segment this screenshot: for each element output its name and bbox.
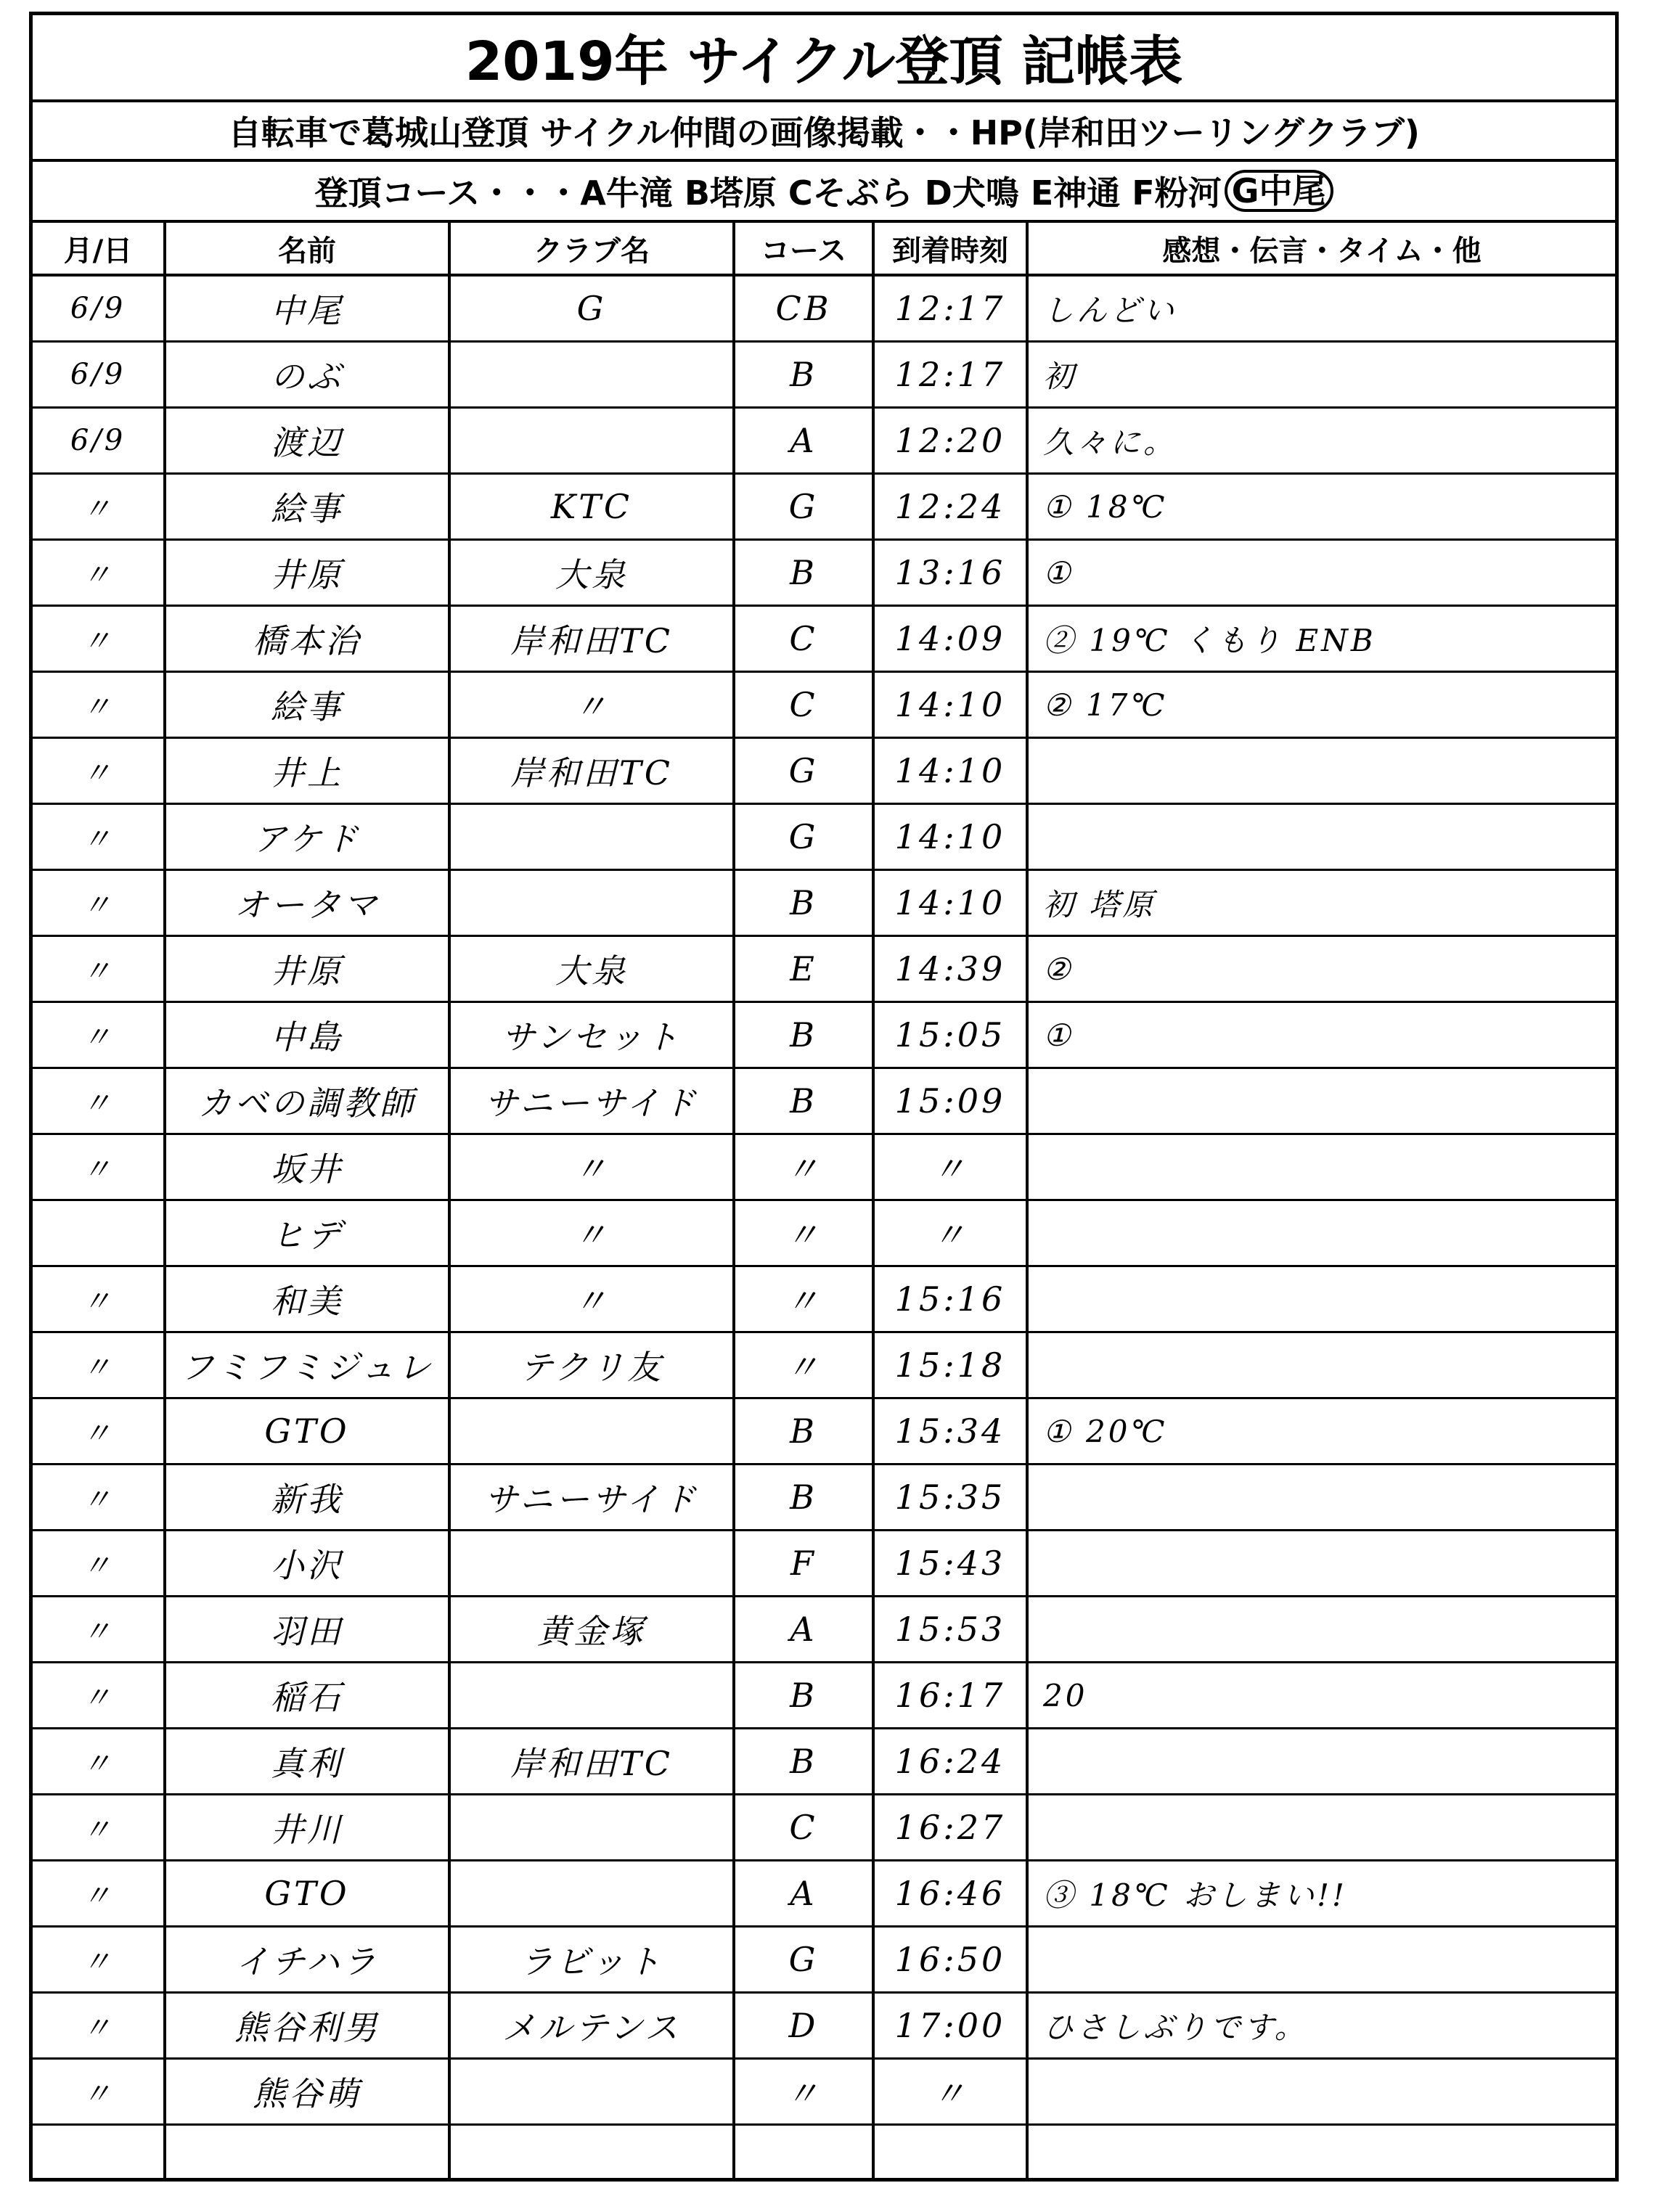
cell-course: A <box>790 1610 817 1649</box>
cell-name: 坂井 <box>271 1150 343 1189</box>
cell-name: 井原 <box>271 555 343 594</box>
cell-time: 16:24 <box>894 1742 1006 1781</box>
cell-time: 〃 <box>932 1216 968 1255</box>
cell-course: A <box>790 421 817 460</box>
cell-time: 14:09 <box>894 619 1006 658</box>
cell-course: 〃 <box>785 2074 822 2113</box>
cell-course: 〃 <box>785 1348 822 1387</box>
cell-time: 15:43 <box>894 1544 1006 1583</box>
cell-time: 16:27 <box>894 1808 1006 1847</box>
cell-name: 絵事 <box>271 489 343 528</box>
cell-date: 〃 <box>82 954 114 988</box>
cell-name: 熊谷萌 <box>253 2074 361 2113</box>
cell-course: 〃 <box>785 1282 822 1321</box>
course-legend-text: 登頂コース・・・A牛滝 B塔原 Cそぶら D犬鳴 E神通 F粉河 <box>314 173 1222 213</box>
cell-time: 15:16 <box>894 1279 1006 1319</box>
log-sheet <box>29 12 1619 2182</box>
cell-note <box>1029 1795 1615 1859</box>
sheet-title: 2019年 サイクル登頂 記帳表 <box>33 15 1615 102</box>
cell-note <box>1029 2060 1615 2123</box>
cell-note <box>1029 1135 1615 1199</box>
cell-date: 〃 <box>82 1417 114 1451</box>
table-row <box>33 343 1615 409</box>
cell-course: B <box>790 1478 817 1517</box>
cell-course: A <box>790 1874 817 1913</box>
cell-name: 真利 <box>271 1744 343 1783</box>
cell-course: G <box>788 487 819 526</box>
course-legend <box>33 162 1615 223</box>
cell-name: のぶ <box>271 357 343 396</box>
cell-time: 14:10 <box>894 751 1006 790</box>
cell-club <box>451 1531 732 1595</box>
cell-date: 〃 <box>82 624 114 658</box>
cell-club <box>451 343 732 406</box>
cell-name: 井原 <box>271 951 343 991</box>
cell-date: 〃 <box>82 1152 114 1187</box>
cell-club: サニーサイド <box>484 1084 699 1123</box>
cell-date: 〃 <box>82 1813 114 1847</box>
cell-name: 橋本治 <box>253 621 361 660</box>
cell-club <box>451 1795 732 1859</box>
cell-note: ② 19℃ くもり ENB <box>1043 623 1376 658</box>
cell-club: 大泉 <box>555 951 628 991</box>
cell-course: C <box>789 685 818 724</box>
cell-time: 15:35 <box>894 1478 1006 1517</box>
cell-club <box>451 2060 732 2123</box>
cell-course: B <box>790 1742 817 1781</box>
column-header-date: 月/日 <box>63 234 133 268</box>
table-row <box>33 1333 1615 1399</box>
cell-time: 12:24 <box>894 487 1006 526</box>
cell-time: 〃 <box>932 1150 968 1189</box>
cell-club: 黄金塚 <box>537 1612 646 1651</box>
column-header-name: 名前 <box>278 234 336 268</box>
cell-club: サニーサイド <box>484 1480 699 1519</box>
cell-course: C <box>789 619 818 658</box>
cell-name: 絵事 <box>271 687 343 726</box>
table-row <box>33 475 1615 541</box>
cell-time: 16:50 <box>894 1940 1006 1979</box>
cell-club: 〃 <box>573 1150 610 1189</box>
table-row <box>33 541 1615 607</box>
cell-note: ② <box>1043 951 1074 987</box>
table-row <box>33 1597 1615 1663</box>
table-row <box>33 937 1615 1003</box>
table-row <box>33 871 1615 937</box>
table-row <box>33 1795 1615 1861</box>
table-row <box>33 1861 1615 1928</box>
cell-note: 初 塔原 <box>1043 887 1156 922</box>
cell-date: 6/9 <box>70 424 126 457</box>
cell-note <box>1029 1531 1615 1595</box>
cell-time: 17:00 <box>894 2006 1006 2045</box>
table-row <box>33 1465 1615 1531</box>
table-row <box>33 739 1615 805</box>
table-row <box>33 1994 1615 2060</box>
cell-time: 15:09 <box>894 1081 1006 1121</box>
sheet-subtitle: 自転車で葛城山登頂 サイクル仲間の画像掲載・・HP(岸和田ツーリングクラブ) <box>33 102 1615 162</box>
cell-name: 渡辺 <box>271 423 343 462</box>
cell-time: 14:39 <box>894 949 1006 988</box>
cell-date: 〃 <box>82 1020 114 1054</box>
cell-course: C <box>789 1808 818 1847</box>
cell-note: ③ 18℃ おしまい!! <box>1043 1877 1347 1913</box>
cell-note <box>1029 1465 1615 1529</box>
cell-club <box>451 805 732 869</box>
cell-name: 稲石 <box>271 1678 343 1717</box>
cell-time: 16:17 <box>894 1676 1006 1715</box>
table-row <box>33 607 1615 673</box>
course-legend-g-circled: G中尾 <box>1225 170 1333 213</box>
cell-date: 6/9 <box>70 358 126 391</box>
cell-club: 岸和田TC <box>510 621 673 660</box>
cell-note: ひさしぶりです。 <box>1043 2010 1308 2045</box>
cell-name: 中島 <box>271 1017 343 1057</box>
cell-date: 〃 <box>82 756 114 790</box>
cell-name: イチハラ <box>235 1942 379 1981</box>
column-header-time: 到着時刻 <box>892 234 1008 268</box>
column-header-club: クラブ名 <box>534 234 650 268</box>
cell-time: 14:10 <box>894 883 1006 922</box>
cell-time: 12:17 <box>894 355 1006 394</box>
cell-date: 〃 <box>82 1483 114 1517</box>
table-row <box>33 1069 1615 1135</box>
cell-club: メルテンス <box>502 2008 682 2047</box>
table-row <box>33 1267 1615 1333</box>
cell-time: 15:18 <box>894 1345 1006 1385</box>
cell-time: 14:10 <box>894 685 1006 724</box>
cell-date: 〃 <box>82 1747 114 1781</box>
cell-club: 岸和田TC <box>510 753 673 792</box>
cell-note <box>1029 1267 1615 1331</box>
cell-name: 中尾 <box>271 291 343 330</box>
cell-note: ① <box>1043 554 1074 591</box>
cell-club: G <box>576 289 607 328</box>
cell-date: 〃 <box>82 1351 114 1385</box>
cell-time: 13:16 <box>894 553 1006 592</box>
cell-club <box>451 1861 732 1925</box>
cell-name: 井上 <box>271 753 343 792</box>
cell-date: 〃 <box>82 1945 114 1979</box>
cell-club <box>451 409 732 472</box>
cell-name: アケド <box>253 819 361 859</box>
cell-time: 〃 <box>932 2074 968 2113</box>
table-row <box>33 1003 1615 1069</box>
cell-note: 久々に。 <box>1043 425 1177 460</box>
table-row <box>33 1201 1615 1267</box>
column-header-course: コース <box>761 234 846 268</box>
cell-note <box>1029 1069 1615 1133</box>
cell-name: 和美 <box>271 1282 343 1321</box>
cell-date: 〃 <box>82 690 114 724</box>
cell-course: CB <box>775 289 832 328</box>
cell-time: 16:46 <box>894 1874 1006 1913</box>
cell-club: サンセット <box>502 1017 682 1057</box>
cell-club: 〃 <box>573 687 610 726</box>
cell-name: オータマ <box>234 885 380 925</box>
cell-course: B <box>790 1676 817 1715</box>
cell-course: B <box>790 1081 817 1121</box>
cell-date: 〃 <box>82 1879 114 1913</box>
table-row <box>33 673 1615 739</box>
cell-club <box>451 871 732 935</box>
cell-name: GTO <box>264 1412 350 1451</box>
cell-course: B <box>790 883 817 922</box>
cell-date: 〃 <box>82 1549 114 1583</box>
cell-date: 〃 <box>82 822 114 856</box>
cell-club: 〃 <box>573 1216 610 1255</box>
table-row <box>33 1928 1615 1994</box>
cell-club: KTC <box>550 487 633 526</box>
cell-club: 岸和田TC <box>510 1744 673 1783</box>
cell-course: E <box>790 949 817 988</box>
cell-name: ヒデ <box>271 1216 343 1255</box>
cell-name: フミフミジュレ <box>180 1348 434 1387</box>
cell-date: 〃 <box>82 2011 114 2045</box>
cell-date: 〃 <box>82 1086 114 1121</box>
cell-note <box>1029 1333 1615 1397</box>
cell-course: B <box>790 553 817 592</box>
cell-club: 〃 <box>573 1282 610 1321</box>
cell-time: 12:17 <box>894 289 1006 328</box>
cell-note: ① <box>1043 1017 1074 1053</box>
table-row <box>33 805 1615 871</box>
cell-note <box>1029 1928 1615 1991</box>
cell-time: 15:53 <box>894 1610 1006 1649</box>
cell-club <box>451 1663 732 1727</box>
cell-note: 初 <box>1043 359 1077 394</box>
cell-course: G <box>788 1940 819 1979</box>
cell-name: カベの調教師 <box>198 1084 416 1123</box>
table-row <box>33 1663 1615 1729</box>
log-rows <box>33 276 1615 2178</box>
cell-course: B <box>790 1412 817 1451</box>
cell-date: 6/9 <box>70 292 126 325</box>
cell-date: 〃 <box>82 558 114 592</box>
cell-note: ② 17℃ <box>1043 687 1168 723</box>
cell-name: GTO <box>264 1874 350 1913</box>
cell-note: ① 20℃ <box>1043 1413 1168 1449</box>
cell-club: ラビット <box>519 1942 664 1981</box>
table-row <box>33 1135 1615 1201</box>
column-header-row <box>33 223 1615 276</box>
cell-date: 〃 <box>82 1285 114 1319</box>
cell-note <box>1029 1201 1615 1265</box>
cell-club <box>451 1399 732 1463</box>
table-row <box>33 2060 1615 2126</box>
cell-name: 小沢 <box>271 1546 343 1585</box>
cell-club: テクリ友 <box>519 1348 664 1387</box>
cell-course: F <box>790 1544 817 1583</box>
cell-date <box>33 1201 163 1265</box>
cell-course: G <box>788 817 819 856</box>
cell-date: 〃 <box>82 1681 114 1715</box>
cell-course: G <box>788 751 819 790</box>
cell-name: 熊谷利男 <box>234 2008 380 2047</box>
table-row <box>33 1399 1615 1465</box>
cell-name: 新我 <box>271 1480 343 1519</box>
cell-date: 〃 <box>82 2077 114 2111</box>
cell-course: D <box>788 2006 819 2045</box>
cell-note <box>1029 805 1615 869</box>
cell-date: 〃 <box>82 888 114 922</box>
cell-note <box>1029 739 1615 803</box>
cell-time: 15:05 <box>894 1015 1006 1054</box>
cell-course: B <box>790 1015 817 1054</box>
cell-date: 〃 <box>82 1615 114 1649</box>
table-row <box>33 276 1615 343</box>
table-row <box>33 1729 1615 1795</box>
cell-course: 〃 <box>785 1216 822 1255</box>
cell-time: 15:34 <box>894 1412 1006 1451</box>
cell-note: 20 <box>1043 1677 1088 1713</box>
cell-name: 羽田 <box>271 1612 343 1651</box>
cell-date: 〃 <box>82 492 114 526</box>
cell-name: 井川 <box>271 1810 343 1849</box>
cell-note: ① 18℃ <box>1043 488 1168 525</box>
table-row <box>33 409 1615 475</box>
cell-note <box>1029 1729 1615 1793</box>
cell-course: 〃 <box>785 1150 822 1189</box>
column-header-note: 感想・伝言・タイム・他 <box>1162 234 1482 268</box>
cell-course: B <box>790 355 817 394</box>
table-row <box>33 1531 1615 1597</box>
cell-time: 14:10 <box>894 817 1006 856</box>
cell-club: 大泉 <box>555 555 628 594</box>
cell-note: しんどい <box>1043 292 1177 328</box>
cell-time: 12:20 <box>894 421 1006 460</box>
cell-note <box>1029 1597 1615 1661</box>
